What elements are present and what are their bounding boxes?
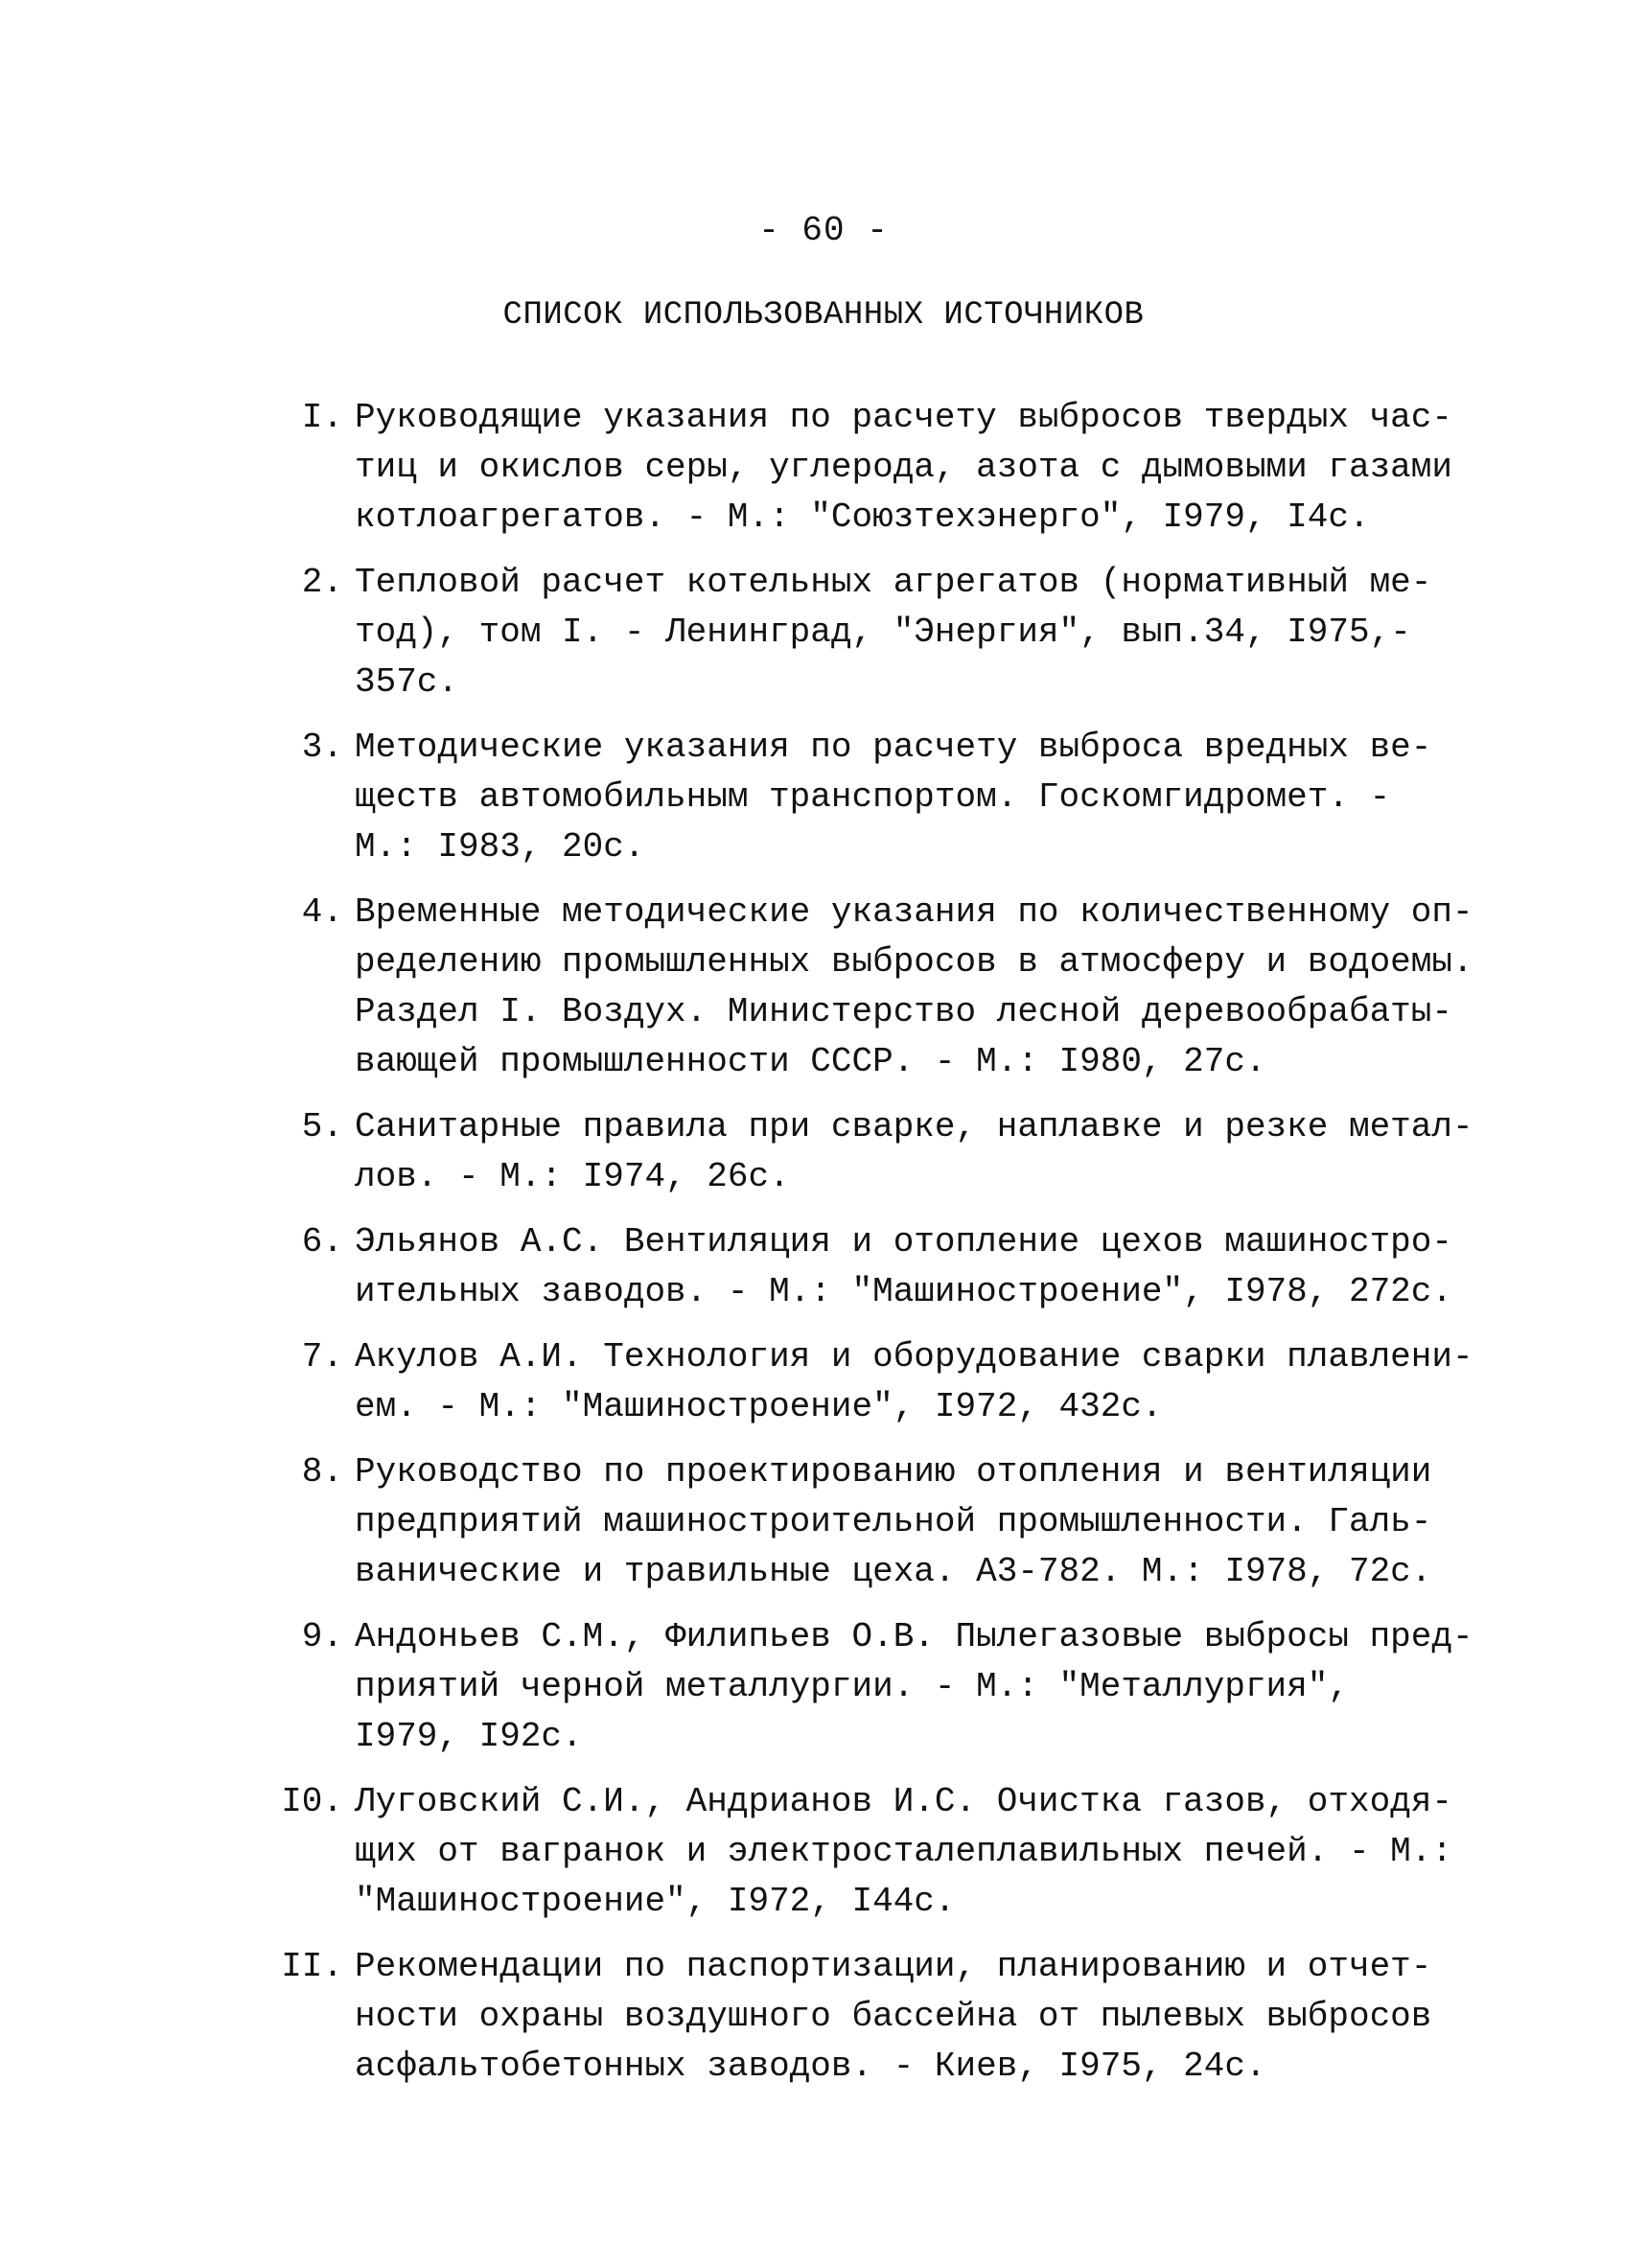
reference-line: предприятий машиностроительной промышленности. Галь- (355, 1502, 1432, 1541)
reference-line: ществ автомобильным транспортом. Госкомгидромет. - (355, 777, 1391, 817)
reference-line: лов. - М.: I974, 26с. (355, 1157, 790, 1196)
reference-number: 6. (301, 1222, 343, 1261)
reference-line: щих от вагранок и электросталеплавильных печей. - М.: (355, 1832, 1452, 1871)
reference-line: Раздел I. Воздух. Министерство лесной деревообрабаты- (355, 992, 1452, 1031)
reference-line: вающей промышленности СССР. - М.: I980, 27с. (355, 1042, 1266, 1081)
reference-line: ем. - М.: "Машиностроение", I972, 432с. (355, 1387, 1163, 1426)
reference-line: ванические и травильные цеха. А3-782. М.: I978, 72с. (355, 1552, 1432, 1591)
reference-line: Тепловой расчет котельных агрегатов (нормативный ме- (355, 563, 1432, 602)
page-number: - 60 - (758, 211, 889, 250)
reference-line: ределению промышленных выбросов в атмосферу и водоемы. (355, 942, 1473, 982)
reference-number: 5. (301, 1107, 343, 1146)
reference-line: I979, I92с. (355, 1717, 583, 1756)
reference-line: тиц и окислов серы, углерода, азота с дымовыми газами (355, 448, 1452, 487)
reference-line: Андоньев С.М., Филипьев О.В. Пылегазовые выбросы пред- (355, 1617, 1473, 1656)
reference-line: Акулов А.И. Технология и оборудование сварки плавлени- (355, 1337, 1473, 1377)
reference-line: Временные методические указания по количественному оп- (355, 892, 1473, 932)
reference-line: Луговский С.И., Андрианов И.С. Очистка газов, отходя- (355, 1782, 1452, 1821)
reference-line: Методические указания по расчету выброса вредных ве- (355, 728, 1432, 767)
reference-number: 8. (301, 1452, 343, 1492)
reference-line: Санитарные правила при сварке, наплавке и резке метал- (355, 1107, 1473, 1146)
reference-line: асфальтобетонных заводов. - Киев, I975, 24с. (355, 2047, 1266, 2086)
reference-line: Руководящие указания по расчету выбросов твердых час- (355, 398, 1452, 437)
reference-line: ности охраны воздушного бассейна от пылевых выбросов (355, 1997, 1432, 2036)
reference-line: тод), том I. - Ленинград, "Энергия", вып.34, I975,- (355, 613, 1411, 652)
reference-number: I0. (281, 1782, 343, 1821)
reference-line: "Машиностроение", I972, I44с. (355, 1882, 956, 1921)
reference-number: I. (301, 398, 343, 437)
reference-line: ительных заводов. - М.: "Машиностроение", I978, 272с. (355, 1272, 1452, 1311)
reference-line: приятий черной металлургии. - М.: "Металлургия", (355, 1667, 1349, 1706)
reference-number: 9. (301, 1617, 343, 1656)
reference-line: Эльянов А.С. Вентиляция и отопление цехов машиностро- (355, 1222, 1452, 1261)
reference-number: 7. (301, 1337, 343, 1377)
reference-line: М.: I983, 20с. (355, 827, 645, 867)
reference-number: 3. (301, 728, 343, 767)
reference-line: Рекомендации по паспортизации, планированию и отчет- (355, 1947, 1432, 1986)
reference-line: котлоагрегатов. - М.: "Союзтехэнерго", I979, I4с. (355, 498, 1370, 537)
reference-number: 2. (301, 563, 343, 602)
reference-line: Руководство по проектированию отопления и вентиляции (355, 1452, 1432, 1492)
page-title: СПИСОК ИСПОЛЬЗОВАННЫХ ИСТОЧНИКОВ (502, 297, 1145, 334)
reference-number: 4. (301, 892, 343, 932)
reference-number: II. (281, 1947, 343, 1986)
reference-line: 357с. (355, 662, 459, 702)
